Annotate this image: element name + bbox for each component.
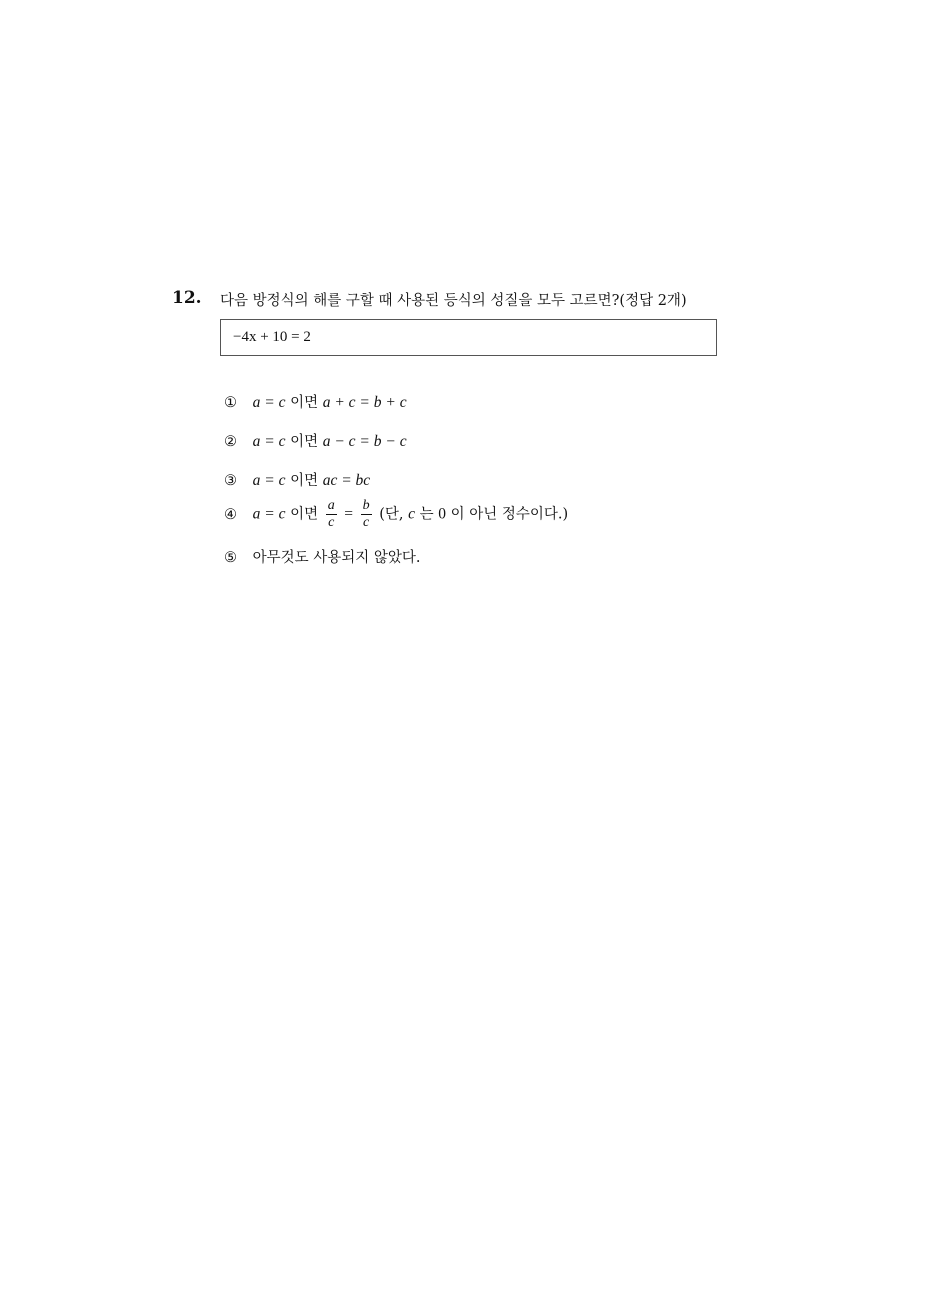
equals-sign: = [344,505,354,523]
choice-note-suffix: 이 아닌 정수이다.) [450,506,569,523]
choice-condition: a = c [252,433,286,450]
choice-5[interactable] [224,546,421,567]
choice-note-particle: 는 [419,506,434,523]
choice-mark: ① [224,395,237,411]
choice-connector: 이면 [290,506,319,523]
fraction-numerator: b [362,498,370,513]
choice-2[interactable] [224,430,407,451]
choice-text: 아무것도 사용되지 않았다. [252,550,421,566]
choice-connector: 이면 [290,395,319,411]
choice-mark: ③ [224,473,237,489]
choice-condition: a = c [252,472,286,489]
fraction-b-over-c [361,498,372,531]
choice-note-prefix: (단, [379,506,404,523]
choice-mark: ④ [224,506,237,523]
choice-note-zero: 0 [438,505,447,523]
choice-1[interactable] [224,391,407,412]
choice-result: ac = bc [322,472,371,489]
question-text: 다음 방정식의 해를 구할 때 사용된 등식의 성질을 모두 고르면?(정답 2개) [220,293,687,309]
choice-condition: a = c [252,394,286,411]
equation-box [220,319,717,356]
choice-condition: a = c [252,505,286,523]
choice-connector: 이면 [290,434,319,450]
fraction-denominator: c [328,515,335,530]
fraction-denominator: c [363,515,370,530]
fraction-a-over-c [326,498,337,531]
choice-3[interactable] [224,469,370,490]
choice-note-variable: c [408,505,416,523]
choice-connector: 이면 [290,473,319,489]
choice-4[interactable] [224,498,568,531]
fraction-numerator: a [327,498,335,513]
question-number: 12. [172,288,202,308]
choice-mark: ⑤ [224,550,237,566]
equation: −4x + 10 = 2 [233,329,311,345]
choice-result: a − c = b − c [322,433,407,450]
choice-result: a + c = b + c [322,394,407,411]
choice-mark: ② [224,434,237,450]
